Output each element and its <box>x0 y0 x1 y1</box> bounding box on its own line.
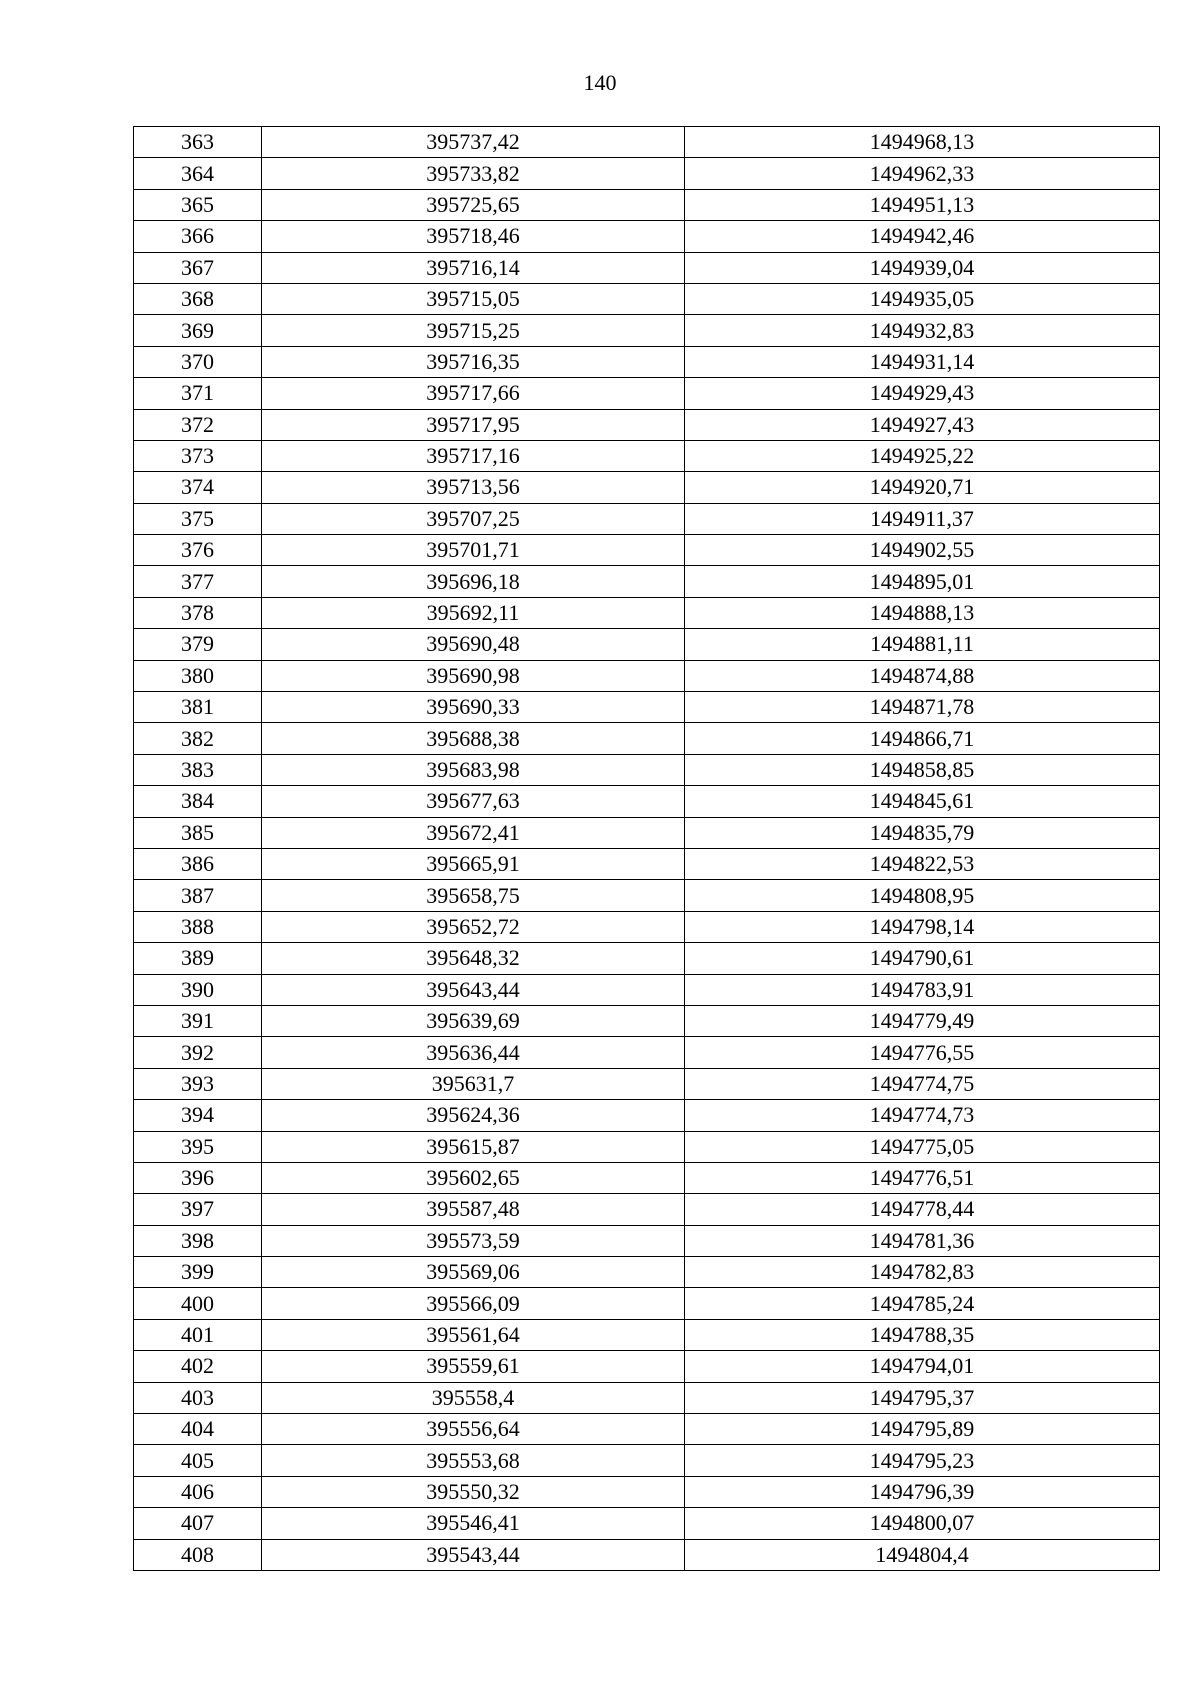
point-number-cell: 389 <box>134 943 262 974</box>
point-number-cell: 398 <box>134 1225 262 1256</box>
table-row <box>134 1194 1160 1225</box>
y-coordinate-cell: 1494822,53 <box>685 848 1160 879</box>
y-coordinate-cell: 1494779,49 <box>685 1005 1160 1036</box>
table-row <box>134 754 1160 785</box>
point-number-cell: 372 <box>134 409 262 440</box>
y-coordinate-cell: 1494782,83 <box>685 1257 1160 1288</box>
point-number-cell: 371 <box>134 378 262 409</box>
y-coordinate-cell: 1494968,13 <box>685 127 1160 158</box>
point-number-cell: 387 <box>134 880 262 911</box>
table-row <box>134 1131 1160 1162</box>
table-row <box>134 1319 1160 1350</box>
table-row <box>134 1225 1160 1256</box>
table-row <box>134 127 1160 158</box>
x-coordinate-cell: 395569,06 <box>262 1257 685 1288</box>
point-number-cell: 395 <box>134 1131 262 1162</box>
table-row <box>134 597 1160 628</box>
point-number-cell: 406 <box>134 1476 262 1507</box>
x-coordinate-cell: 395631,7 <box>262 1068 685 1099</box>
point-number-cell: 399 <box>134 1257 262 1288</box>
y-coordinate-cell: 1494858,85 <box>685 754 1160 785</box>
y-coordinate-cell: 1494874,88 <box>685 660 1160 691</box>
y-coordinate-cell: 1494788,35 <box>685 1319 1160 1350</box>
x-coordinate-cell: 395559,61 <box>262 1351 685 1382</box>
table-row <box>134 346 1160 377</box>
x-coordinate-cell: 395672,41 <box>262 817 685 848</box>
point-number-cell: 392 <box>134 1037 262 1068</box>
x-coordinate-cell: 395690,98 <box>262 660 685 691</box>
point-number-cell: 408 <box>134 1539 262 1570</box>
table-row <box>134 629 1160 660</box>
x-coordinate-cell: 395696,18 <box>262 566 685 597</box>
point-number-cell: 376 <box>134 535 262 566</box>
table-row <box>134 1508 1160 1539</box>
point-number-cell: 386 <box>134 848 262 879</box>
point-number-cell: 374 <box>134 472 262 503</box>
y-coordinate-cell: 1494927,43 <box>685 409 1160 440</box>
y-coordinate-cell: 1494939,04 <box>685 252 1160 283</box>
table-row <box>134 1005 1160 1036</box>
point-number-cell: 394 <box>134 1100 262 1131</box>
y-coordinate-cell: 1494902,55 <box>685 535 1160 566</box>
y-coordinate-cell: 1494866,71 <box>685 723 1160 754</box>
point-number-cell: 364 <box>134 158 262 189</box>
table-row <box>134 911 1160 942</box>
y-coordinate-cell: 1494804,4 <box>685 1539 1160 1570</box>
y-coordinate-cell: 1494774,75 <box>685 1068 1160 1099</box>
point-number-cell: 388 <box>134 911 262 942</box>
point-number-cell: 367 <box>134 252 262 283</box>
table-row <box>134 158 1160 189</box>
table-row <box>134 1414 1160 1445</box>
point-number-cell: 368 <box>134 283 262 314</box>
y-coordinate-cell: 1494808,95 <box>685 880 1160 911</box>
point-number-cell: 383 <box>134 754 262 785</box>
table-row <box>134 692 1160 723</box>
x-coordinate-cell: 395587,48 <box>262 1194 685 1225</box>
table-row <box>134 1068 1160 1099</box>
x-coordinate-cell: 395624,36 <box>262 1100 685 1131</box>
table-row <box>134 817 1160 848</box>
x-coordinate-cell: 395648,32 <box>262 943 685 974</box>
point-number-cell: 377 <box>134 566 262 597</box>
x-coordinate-cell: 395690,48 <box>262 629 685 660</box>
table-row <box>134 786 1160 817</box>
table-row <box>134 1162 1160 1193</box>
y-coordinate-cell: 1494932,83 <box>685 315 1160 346</box>
point-number-cell: 379 <box>134 629 262 660</box>
point-number-cell: 401 <box>134 1319 262 1350</box>
table-row <box>134 535 1160 566</box>
point-number-cell: 370 <box>134 346 262 377</box>
y-coordinate-cell: 1494796,39 <box>685 1476 1160 1507</box>
table-row <box>134 1037 1160 1068</box>
x-coordinate-cell: 395713,56 <box>262 472 685 503</box>
x-coordinate-cell: 395683,98 <box>262 754 685 785</box>
y-coordinate-cell: 1494911,37 <box>685 503 1160 534</box>
x-coordinate-cell: 395717,95 <box>262 409 685 440</box>
table-row <box>134 1539 1160 1570</box>
x-coordinate-cell: 395602,65 <box>262 1162 685 1193</box>
point-number-cell: 381 <box>134 692 262 723</box>
table-row <box>134 283 1160 314</box>
x-coordinate-cell: 395716,35 <box>262 346 685 377</box>
x-coordinate-cell: 395636,44 <box>262 1037 685 1068</box>
table-row <box>134 1445 1160 1476</box>
x-coordinate-cell: 395725,65 <box>262 189 685 220</box>
x-coordinate-cell: 395566,09 <box>262 1288 685 1319</box>
point-number-cell: 407 <box>134 1508 262 1539</box>
y-coordinate-cell: 1494785,24 <box>685 1288 1160 1319</box>
y-coordinate-cell: 1494778,44 <box>685 1194 1160 1225</box>
y-coordinate-cell: 1494895,01 <box>685 566 1160 597</box>
y-coordinate-cell: 1494929,43 <box>685 378 1160 409</box>
table-row <box>134 1257 1160 1288</box>
x-coordinate-cell: 395716,14 <box>262 252 685 283</box>
point-number-cell: 403 <box>134 1382 262 1413</box>
point-number-cell: 363 <box>134 127 262 158</box>
x-coordinate-cell: 395733,82 <box>262 158 685 189</box>
point-number-cell: 366 <box>134 221 262 252</box>
x-coordinate-cell: 395692,11 <box>262 597 685 628</box>
table-row <box>134 1100 1160 1131</box>
x-coordinate-cell: 395556,64 <box>262 1414 685 1445</box>
x-coordinate-cell: 395615,87 <box>262 1131 685 1162</box>
y-coordinate-cell: 1494798,14 <box>685 911 1160 942</box>
y-coordinate-cell: 1494845,61 <box>685 786 1160 817</box>
y-coordinate-cell: 1494925,22 <box>685 440 1160 471</box>
table-row <box>134 315 1160 346</box>
table-row <box>134 1476 1160 1507</box>
table-row <box>134 974 1160 1005</box>
point-number-cell: 382 <box>134 723 262 754</box>
table-row <box>134 440 1160 471</box>
point-number-cell: 385 <box>134 817 262 848</box>
point-number-cell: 365 <box>134 189 262 220</box>
point-number-cell: 369 <box>134 315 262 346</box>
y-coordinate-cell: 1494774,73 <box>685 1100 1160 1131</box>
point-number-cell: 373 <box>134 440 262 471</box>
y-coordinate-cell: 1494935,05 <box>685 283 1160 314</box>
y-coordinate-cell: 1494795,37 <box>685 1382 1160 1413</box>
y-coordinate-cell: 1494835,79 <box>685 817 1160 848</box>
x-coordinate-cell: 395558,4 <box>262 1382 685 1413</box>
x-coordinate-cell: 395573,59 <box>262 1225 685 1256</box>
x-coordinate-cell: 395561,64 <box>262 1319 685 1350</box>
y-coordinate-cell: 1494783,91 <box>685 974 1160 1005</box>
y-coordinate-cell: 1494871,78 <box>685 692 1160 723</box>
x-coordinate-cell: 395688,38 <box>262 723 685 754</box>
point-number-cell: 397 <box>134 1194 262 1225</box>
table-row <box>134 723 1160 754</box>
point-number-cell: 375 <box>134 503 262 534</box>
x-coordinate-cell: 395717,66 <box>262 378 685 409</box>
y-coordinate-cell: 1494776,55 <box>685 1037 1160 1068</box>
point-number-cell: 380 <box>134 660 262 691</box>
table-row <box>134 503 1160 534</box>
table-row <box>134 378 1160 409</box>
table-row <box>134 1382 1160 1413</box>
table-row <box>134 472 1160 503</box>
y-coordinate-cell: 1494962,33 <box>685 158 1160 189</box>
x-coordinate-cell: 395701,71 <box>262 535 685 566</box>
x-coordinate-cell: 395543,44 <box>262 1539 685 1570</box>
x-coordinate-cell: 395652,72 <box>262 911 685 942</box>
x-coordinate-cell: 395553,68 <box>262 1445 685 1476</box>
point-number-cell: 384 <box>134 786 262 817</box>
x-coordinate-cell: 395665,91 <box>262 848 685 879</box>
x-coordinate-cell: 395715,05 <box>262 283 685 314</box>
point-number-cell: 400 <box>134 1288 262 1319</box>
y-coordinate-cell: 1494920,71 <box>685 472 1160 503</box>
point-number-cell: 404 <box>134 1414 262 1445</box>
y-coordinate-cell: 1494776,51 <box>685 1162 1160 1193</box>
point-number-cell: 378 <box>134 597 262 628</box>
x-coordinate-cell: 395546,41 <box>262 1508 685 1539</box>
y-coordinate-cell: 1494781,36 <box>685 1225 1160 1256</box>
table-row <box>134 189 1160 220</box>
table-row <box>134 1351 1160 1382</box>
x-coordinate-cell: 395737,42 <box>262 127 685 158</box>
table-row <box>134 566 1160 597</box>
x-coordinate-cell: 395707,25 <box>262 503 685 534</box>
y-coordinate-cell: 1494794,01 <box>685 1351 1160 1382</box>
page-number: 140 <box>583 70 617 95</box>
y-coordinate-cell: 1494800,07 <box>685 1508 1160 1539</box>
table-row <box>134 880 1160 911</box>
x-coordinate-cell: 395715,25 <box>262 315 685 346</box>
y-coordinate-cell: 1494888,13 <box>685 597 1160 628</box>
coordinates-table-body <box>134 127 1160 1571</box>
y-coordinate-cell: 1494942,46 <box>685 221 1160 252</box>
x-coordinate-cell: 395677,63 <box>262 786 685 817</box>
y-coordinate-cell: 1494795,23 <box>685 1445 1160 1476</box>
y-coordinate-cell: 1494775,05 <box>685 1131 1160 1162</box>
table-row <box>134 943 1160 974</box>
table-row <box>134 409 1160 440</box>
point-number-cell: 396 <box>134 1162 262 1193</box>
x-coordinate-cell: 395550,32 <box>262 1476 685 1507</box>
table-row <box>134 221 1160 252</box>
x-coordinate-cell: 395717,16 <box>262 440 685 471</box>
x-coordinate-cell: 395718,46 <box>262 221 685 252</box>
y-coordinate-cell: 1494931,14 <box>685 346 1160 377</box>
table-row <box>134 1288 1160 1319</box>
y-coordinate-cell: 1494881,11 <box>685 629 1160 660</box>
x-coordinate-cell: 395690,33 <box>262 692 685 723</box>
table-row <box>134 252 1160 283</box>
point-number-cell: 391 <box>134 1005 262 1036</box>
point-number-cell: 393 <box>134 1068 262 1099</box>
point-number-cell: 402 <box>134 1351 262 1382</box>
point-number-cell: 405 <box>134 1445 262 1476</box>
y-coordinate-cell: 1494951,13 <box>685 189 1160 220</box>
x-coordinate-cell: 395643,44 <box>262 974 685 1005</box>
x-coordinate-cell: 395658,75 <box>262 880 685 911</box>
y-coordinate-cell: 1494790,61 <box>685 943 1160 974</box>
y-coordinate-cell: 1494795,89 <box>685 1414 1160 1445</box>
point-number-cell: 390 <box>134 974 262 1005</box>
coordinates-table <box>133 126 1160 1571</box>
x-coordinate-cell: 395639,69 <box>262 1005 685 1036</box>
table-row <box>134 848 1160 879</box>
table-row <box>134 660 1160 691</box>
